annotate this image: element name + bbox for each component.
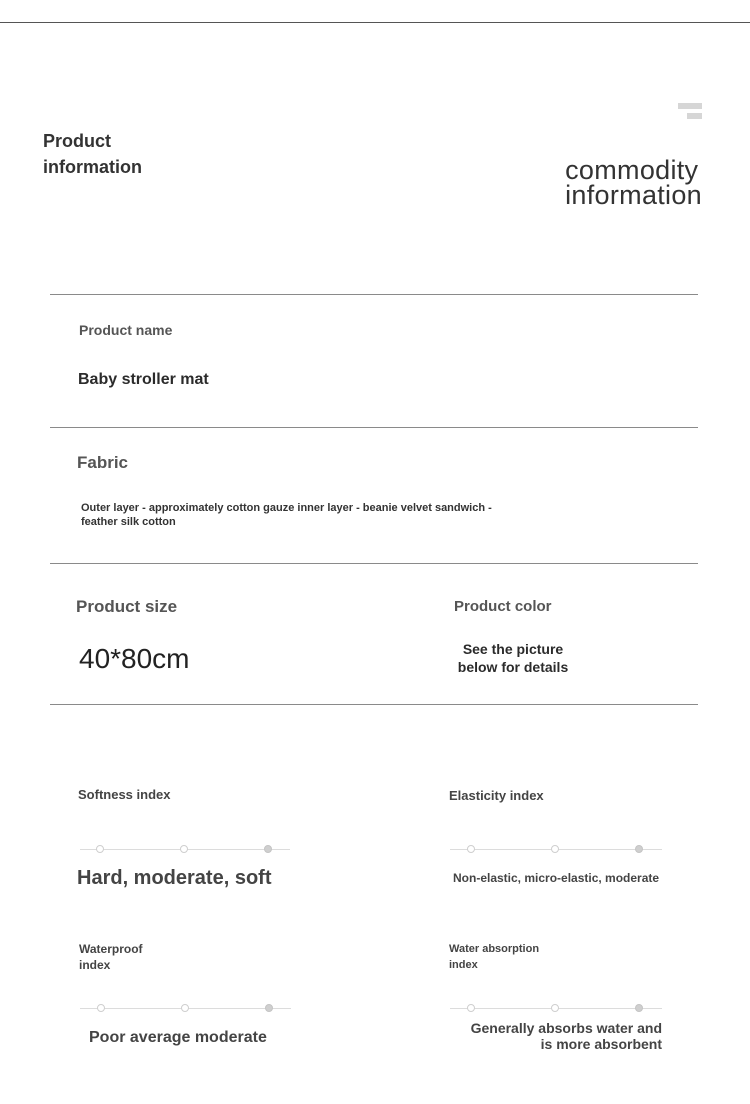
divider-2 [50,427,698,428]
divider-1 [50,294,698,295]
waterproof-levels: Poor average moderate [89,1029,267,1046]
waterproof-label-line-1: Waterproof [79,942,143,956]
absorption-label [449,941,539,973]
waterproof-dot-2 [181,1004,189,1012]
section-title-right [565,155,702,210]
section-title-left [43,128,203,180]
softness-dot-2 [180,845,188,853]
softness-dot-1 [96,845,104,853]
elasticity-dot-2 [551,845,559,853]
menu-icon [678,103,702,119]
product-name-label: Product name [79,322,173,338]
title-line-2: information [43,157,142,177]
absorption-levels-line-1: Generally absorbs water and [470,1020,662,1036]
fabric-value-line-2: feather silk cotton [81,516,176,528]
waterproof-dot-3 [265,1004,273,1012]
product-size-label: Product size [76,597,178,616]
softness-dot-3 [264,845,272,853]
fabric-label: Fabric [77,453,129,472]
absorption-scale [450,1003,662,1015]
elasticity-scale [450,844,662,856]
waterproof-dot-1 [97,1004,105,1012]
color-value-line-2: below for details [457,659,569,675]
waterproof-scale [80,1003,291,1015]
product-name-value: Baby stroller mat [78,371,209,388]
title-right-line-1: commodity [565,155,699,185]
absorption-label-line-1: Water absorption [449,943,540,955]
top-divider [0,22,750,23]
absorption-levels-line-2: is more absorbent [540,1036,662,1052]
title-line-1: Product [43,131,112,151]
product-size-value: 40*80cm [79,643,190,674]
absorption-label-line-2: index [449,959,478,971]
product-color-label: Product color [454,598,552,615]
elasticity-label: Elasticity index [449,788,544,803]
elasticity-dot-1 [467,845,475,853]
fabric-value [81,501,492,529]
waterproof-label [79,941,143,973]
divider-3 [50,563,698,564]
waterproof-label-line-2: index [79,958,111,972]
softness-scale [80,844,290,856]
absorption-levels [449,1020,662,1052]
elasticity-dot-3 [635,845,643,853]
softness-label: Softness index [78,787,171,802]
softness-levels: Hard, moderate, soft [77,867,272,889]
product-color-value [454,640,572,676]
elasticity-levels: Non-elastic, micro-elastic, moderate [453,871,660,885]
divider-4 [50,704,698,705]
color-value-line-1: See the picture [462,641,564,657]
absorption-dot-3 [635,1004,643,1012]
absorption-dot-1 [467,1004,475,1012]
fabric-value-line-1: Outer layer - approximately cotton gauze inner layer - beanie velvet sandwich - [81,502,492,514]
absorption-dot-2 [551,1004,559,1012]
title-right-line-2: information [565,180,702,210]
